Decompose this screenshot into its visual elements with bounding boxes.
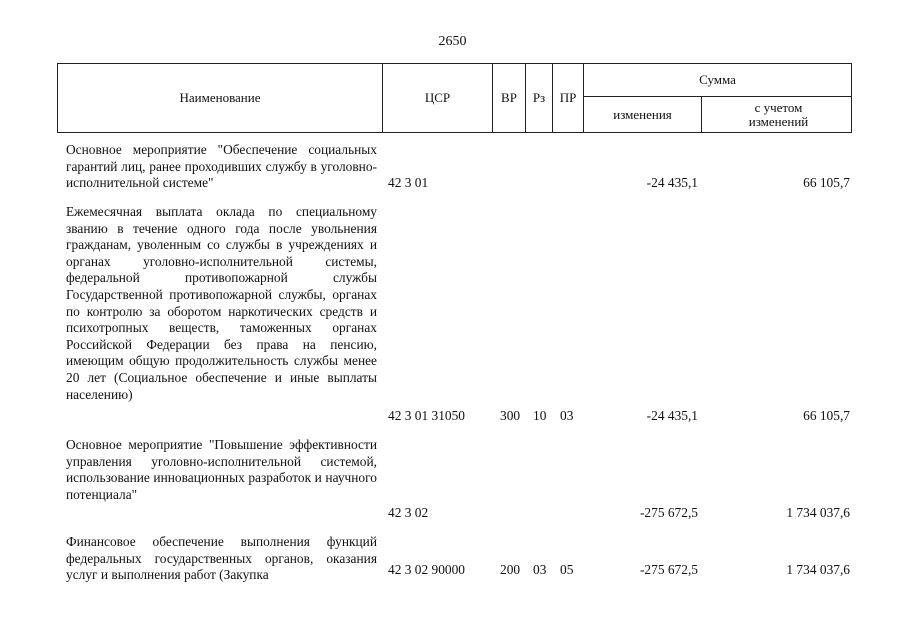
row-rz: 10 xyxy=(533,408,547,423)
row-change: -275 672,5 xyxy=(639,505,698,520)
row-total: 66 105,7 xyxy=(803,175,850,190)
table-header xyxy=(57,63,852,133)
col-divider-change xyxy=(701,96,702,133)
header-vr: ВР xyxy=(501,90,517,105)
row-name: Ежемесячная выплата оклада по специальному званию в течение одного года после увольнения гражданам, уволенным со службы в учреждениях и органах уголовно-исполнительной системы, федеральной противопожарной службы Государственной противопожарной службы, органах по контролю за оборотом наркотических средств и психотропных веществ, таможенных органах Российской Федерации без права на пенсию, имеющим общую продолжительность службы менее 20 лет (Социальное обеспечение и иные выплаты населению) xyxy=(66,204,377,402)
row-vr: 200 xyxy=(500,562,521,577)
header-change: изменения xyxy=(613,106,672,122)
row-name: Финансовое обеспечение выполнения функций федеральных государственных органов, оказания услуг и выполнения работ (Закупка xyxy=(66,534,377,583)
row-name: Основное мероприятие "Обеспечение социальных гарантий лиц, ранее проходивших службу в уголовно-исполнительной системе" xyxy=(66,142,377,191)
row-name: Основное мероприятие "Повышение эффективности управления уголовно-исполнительной системой, использование инновационных разработок и научного потенциала" xyxy=(66,437,377,502)
row-csr: 42 3 01 31050 xyxy=(388,408,465,423)
row-vr: 300 xyxy=(500,408,521,423)
header-pr: ПР xyxy=(559,90,577,105)
row-change: -24 435,1 xyxy=(646,408,698,423)
header-with-change: с учетом изменений xyxy=(748,99,809,129)
row-total: 66 105,7 xyxy=(803,408,850,423)
header-name: Наименование xyxy=(179,90,261,105)
row-change: -24 435,1 xyxy=(646,175,698,190)
row-csr: 42 3 01 xyxy=(388,175,429,190)
row-pr: 03 xyxy=(560,408,574,423)
row-change: -275 672,5 xyxy=(639,562,698,577)
row-csr: 42 3 02 90000 xyxy=(388,562,465,577)
header-csr: ЦСР xyxy=(424,90,451,105)
row-pr: 05 xyxy=(560,562,574,577)
row-rz: 03 xyxy=(533,562,547,577)
header-rz: Рз xyxy=(532,90,546,105)
header-right-border xyxy=(851,63,852,133)
header-bottom-border xyxy=(57,132,852,133)
page-number: 2650 xyxy=(438,34,467,49)
row-csr: 42 3 02 xyxy=(388,505,429,520)
header-sum: Сумма xyxy=(699,72,736,87)
row-total: 1 734 037,6 xyxy=(786,562,850,577)
row-total: 1 734 037,6 xyxy=(786,505,850,520)
